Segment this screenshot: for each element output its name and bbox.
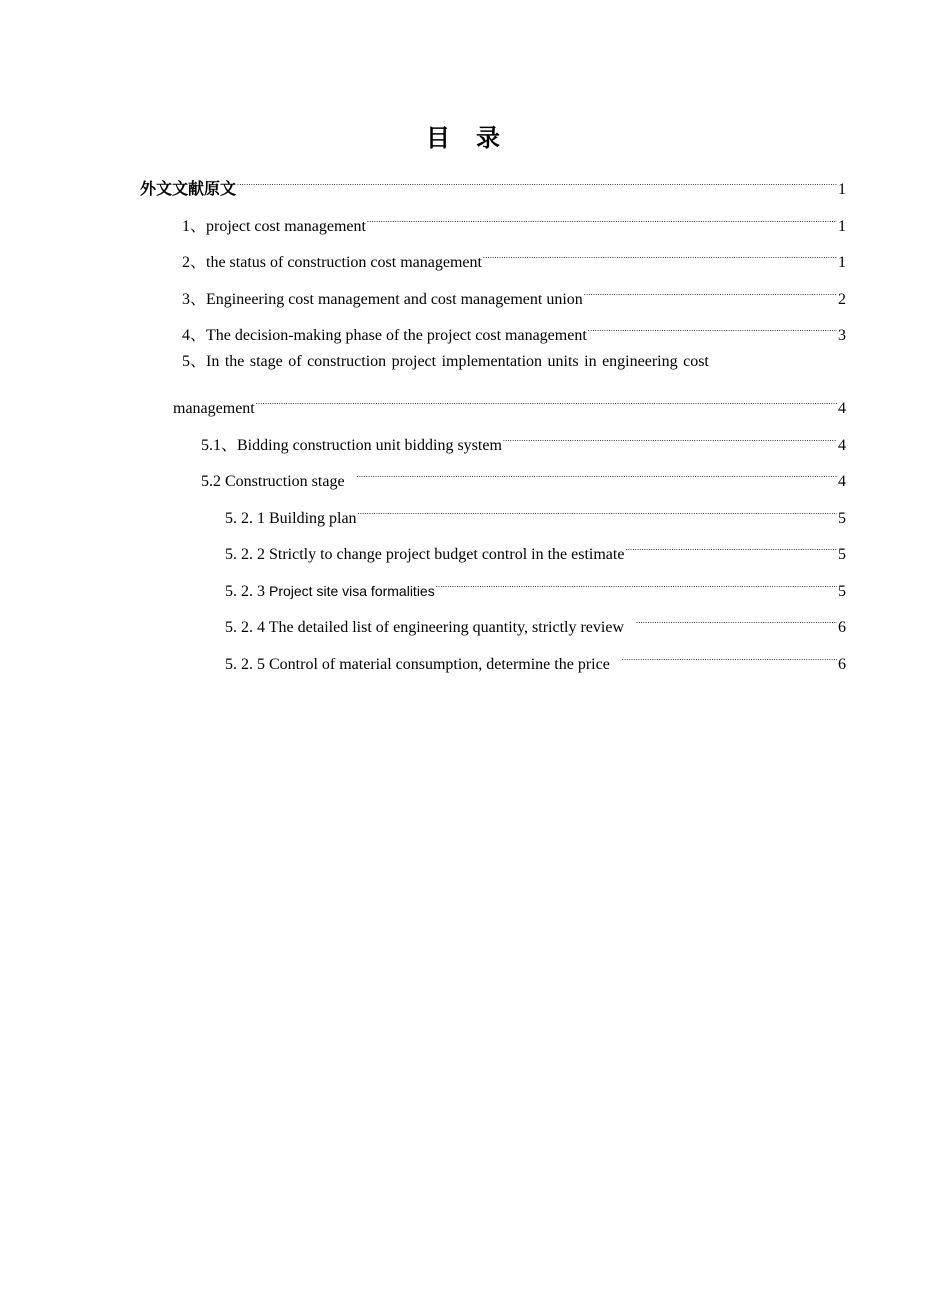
toc-entry-label: Project site visa formalities [269, 583, 435, 599]
toc-entry-page: 5 [838, 546, 846, 563]
toc-title-part2: 录 [476, 124, 500, 152]
toc-entry-1[interactable] [182, 201, 846, 235]
toc-title [0, 122, 926, 154]
dot-leader [367, 201, 837, 231]
toc-entry-page: 1 [838, 254, 846, 271]
toc-entry-2[interactable] [182, 237, 846, 271]
toc-entry-label: 3、Engineering cost management and cost management union [182, 291, 583, 308]
toc-entry-page: 4 [838, 473, 846, 490]
toc-entry-page: 6 [838, 619, 846, 636]
toc-entry-4[interactable] [182, 310, 846, 344]
dot-leader [358, 493, 837, 523]
toc-entry-page: 1 [838, 181, 846, 198]
toc-entry-5-2-1[interactable] [225, 493, 846, 527]
toc-entry-label: 5.2 Construction stage [201, 473, 349, 490]
toc-entry-3[interactable] [182, 274, 846, 308]
toc-entry-5-2-5[interactable] [225, 639, 846, 673]
toc-title-part1: 目 [426, 124, 450, 152]
toc-entry-5-2-3[interactable] [225, 566, 846, 600]
toc-entry-page: 1 [838, 218, 846, 235]
toc-entry-label: 2、the status of construction cost management [182, 254, 482, 271]
dot-leader [636, 602, 837, 632]
toc-entry-5-2[interactable] [201, 456, 846, 490]
toc-entry-label: 4、The decision-making phase of the project cost management [182, 327, 587, 344]
toc-entry-page: 5 [838, 583, 846, 600]
dot-leader [483, 237, 837, 267]
dot-leader [622, 639, 837, 669]
dot-leader [436, 566, 837, 596]
toc-entry-label: 5. 2. 2 Strictly to change project budget control in the estimate [225, 546, 625, 563]
toc-entry-page: 4 [838, 437, 846, 454]
toc-entry-label: 5.1、Bidding construction unit bidding system [201, 437, 502, 454]
toc-entry-5[interactable] [173, 383, 846, 417]
toc-entry-5-1[interactable] [201, 420, 846, 454]
toc-entry-label: management [173, 400, 255, 417]
toc-entry-label: 5. 2. 1 Building plan [225, 510, 357, 527]
toc-entry-foreign-literature[interactable] [140, 164, 846, 198]
toc-entry-label: 5. 2. 5 Control of material consumption, determine the price [225, 656, 614, 673]
toc-entry-page: 4 [838, 400, 846, 417]
toc-entry-5-2-2[interactable] [225, 529, 846, 563]
dot-leader [625, 529, 837, 559]
dot-leader [357, 456, 837, 486]
dot-leader [503, 420, 837, 450]
dot-leader [237, 164, 837, 194]
toc-entry-label: 外文文献原文 [140, 179, 237, 198]
dot-leader [584, 274, 837, 304]
toc-entry-page: 5 [838, 510, 846, 527]
dot-leader [588, 310, 837, 340]
toc-entry-5-line1[interactable]: 5、In the stage of construction project implementation units in engineering cost [182, 353, 709, 370]
toc-entry-label-prefix: 5. 2. 3 [225, 583, 269, 600]
dot-leader [256, 383, 837, 413]
toc-entry-page: 3 [838, 327, 846, 344]
toc-entry-label: 5. 2. 4 The detailed list of engineering quantity, strictly review [225, 619, 629, 636]
toc-entry-page: 6 [838, 656, 846, 673]
toc-entry-5-2-4[interactable] [225, 602, 846, 636]
toc-entry-label: 1、project cost management [182, 218, 366, 235]
toc-entry-page: 2 [838, 291, 846, 308]
